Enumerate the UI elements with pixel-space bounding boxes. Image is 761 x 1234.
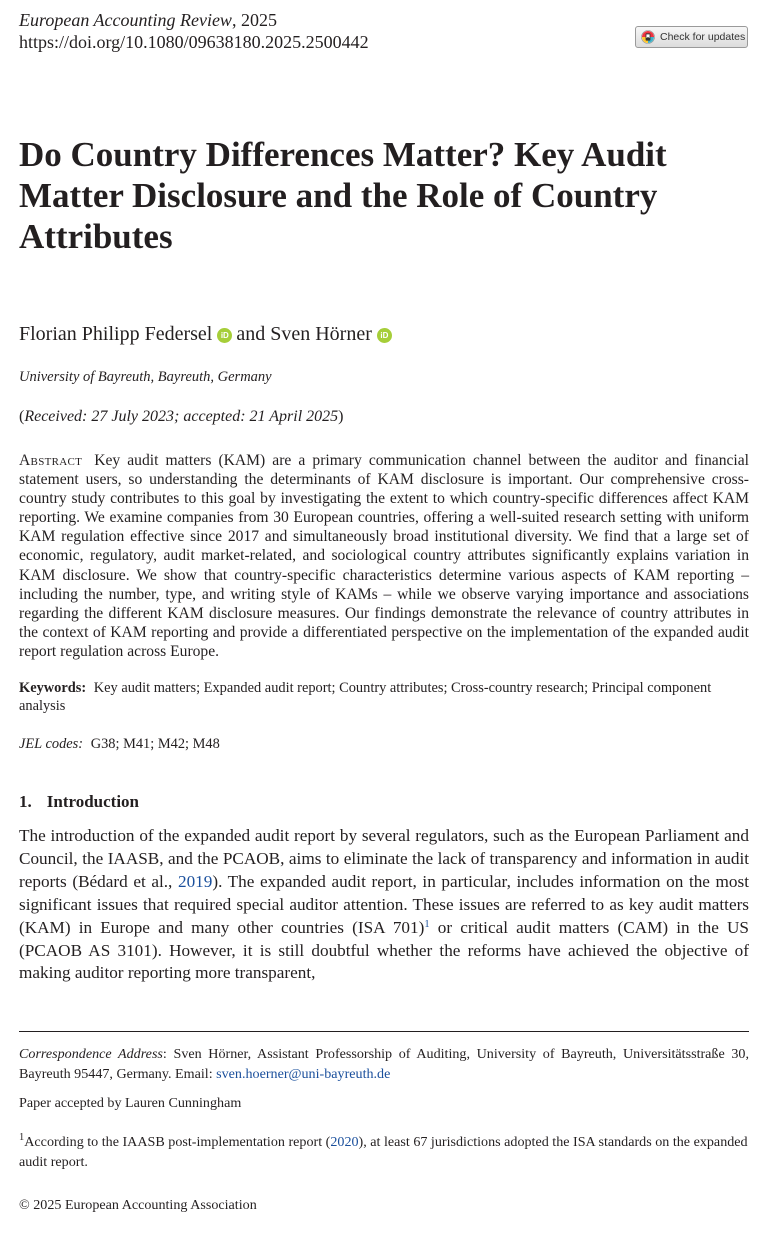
correspondence-address xyxy=(19,1045,749,1084)
footnote-divider xyxy=(19,1031,749,1032)
correspondence-label: Correspondence Address xyxy=(19,1046,163,1062)
abstract xyxy=(19,451,749,661)
author-name[interactable]: Florian Philipp Federsel xyxy=(19,323,213,345)
journal-year: , 2025 xyxy=(231,10,277,30)
author-joiner: and xyxy=(236,323,266,345)
footnote-mark: 1 xyxy=(19,1132,25,1143)
keywords xyxy=(19,680,749,715)
abstract-label: Abstract xyxy=(19,452,83,469)
affiliation: University of Bayreuth, Bayreuth, Germany xyxy=(19,369,272,385)
section-heading xyxy=(19,791,139,813)
journal-citation xyxy=(19,9,277,31)
article-title: Do Country Differences Matter? Key Audit Matter Disclosure and the Role of Country Attributes xyxy=(19,135,667,256)
check-for-updates-label: Check for updates xyxy=(660,31,746,43)
received-text: Received: 27 July 2023; accepted: 21 April 2025 xyxy=(24,408,339,425)
jel-codes xyxy=(19,735,220,753)
footnote-link[interactable]: 1 xyxy=(424,918,430,930)
journal-name: European Accounting Review xyxy=(19,10,232,30)
received-dates: (Received: 27 July 2023; accepted: 21 April 2025) xyxy=(19,408,344,425)
accepted-by: Paper accepted by Lauren Cunningham xyxy=(19,1095,242,1111)
correspondence-text: : Sven Hörner, Assistant Professorship of Auditing, University of Bayreuth, Universitätsstraße 30, Bayreuth 95447, Germany. Email: xyxy=(19,1046,749,1082)
intro-text: or critical audit matters (CAM) in the US (PCAOB AS 3101). However, it is still doubtful whether the reforms have achieved the objective of making auditor reporting more transparent, xyxy=(19,917,749,983)
citation-link[interactable]: 2019 xyxy=(177,871,213,891)
check-for-updates-button[interactable] xyxy=(635,26,748,48)
intro-paragraph xyxy=(19,825,749,985)
section-title: Introduction xyxy=(46,792,140,811)
email-link[interactable]: sven.hoerner@uni-bayreuth.de xyxy=(216,1065,391,1082)
citation-link[interactable]: 2020 xyxy=(330,1134,359,1150)
author-list xyxy=(19,321,396,347)
jel-label: JEL codes: xyxy=(19,736,84,752)
keywords-label: Keywords: xyxy=(19,680,87,696)
keywords-text: Key audit matters; Expanded audit report; Country attributes; Cross-country research; Principal component analysis xyxy=(19,680,712,714)
intro-text: ). The expanded audit report, in particular, includes information on the most significant issues that required special auditor attention. These issues are referred to as key audit matters (KAM) in Europe and many other countries (ISA 701) xyxy=(19,871,749,937)
jel-text: G38; M41; M42; M48 xyxy=(90,736,220,752)
copyright: © 2025 European Accounting Association xyxy=(19,1197,257,1213)
section-number: 1. xyxy=(19,792,32,811)
intro-text: The introduction of the expanded audit report by several regulators, such as the European Parliament and Council, the IAASB, and the PCAOB, aims to eliminate the lack of transparency and information in audit reports (Bédard et al., xyxy=(19,826,749,891)
orcid-icon[interactable]: iD xyxy=(377,328,392,343)
footnote-text: According to the IAASB post-implementation report ( xyxy=(24,1134,331,1150)
abstract-text: Key audit matters (KAM) are a primary communication channel between the auditor and financial statement users, so understanding the determinants of KAM disclosure is important. Our comprehensive cross-country study contributes to this goal by investigating the extent to which country-specific differences affect KAM reporting. We examine companies from 30 European countries, offering a well-suited research setting with uniform KAM regulation effective since 2017 and simultaneously broad institutional diversity. We find that a large set of economic, regulatory, audit market-related, and sociological country attributes significantly explains variation in KAM disclosure. We show that country-specific characteristics determine various aspects of KAM reporting – including the number, type, and writing style of KAMs – while we observe varying importance and associations regarding the different KAM disclosure measures. Our findings demonstrate the relevance of country attributes in the context of KAM reporting and provide a differentiated perspective on the implementation of the expanded audit report regulation across Europe. xyxy=(19,452,749,660)
footnote xyxy=(19,1133,749,1172)
doi-link[interactable]: https://doi.org/10.1080/09638180.2025.2500442 xyxy=(19,32,369,52)
footnote-text: ), at least 67 jurisdictions adopted the ISA standards on the expanded audit report. xyxy=(19,1134,748,1170)
orcid-icon[interactable]: iD xyxy=(217,328,232,343)
author-name[interactable]: Sven Hörner xyxy=(270,323,372,345)
crossmark-icon xyxy=(641,30,655,44)
